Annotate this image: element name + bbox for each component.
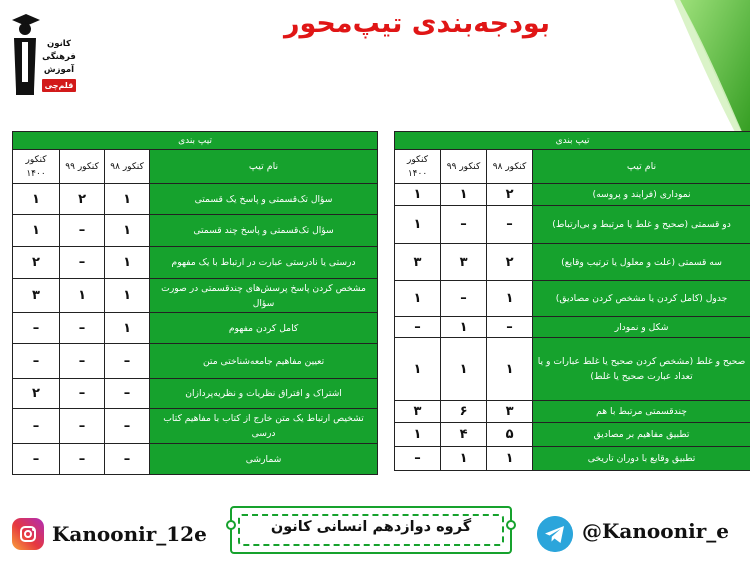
table-row: [395, 338, 750, 401]
table-row: [395, 244, 750, 281]
instagram-handle[interactable]: Kanoonir_12e: [52, 522, 207, 546]
value-cell: ۲: [13, 379, 60, 409]
value-cell: –: [13, 444, 60, 475]
table-row: [395, 401, 750, 423]
value-cell: ۱: [395, 184, 441, 206]
year-header: کنکور ۹۸: [487, 150, 533, 184]
type-name: درستی یا نادرستی عبارت در ارتباط با یک مفهوم: [150, 247, 378, 279]
value-cell: ۳: [395, 244, 441, 281]
value-cell: ۲: [487, 244, 533, 281]
type-name: دو قسمتی (صحیح و غلط یا مرتبط و بی‌ارتباط): [533, 206, 750, 244]
year-header: کنکور ۹۸: [105, 150, 150, 184]
table-row: [395, 184, 750, 206]
value-cell: –: [13, 313, 60, 344]
value-cell: –: [105, 379, 150, 409]
group-banner: [230, 506, 512, 554]
value-cell: ۱: [105, 313, 150, 344]
table-row: [395, 317, 750, 338]
value-cell: –: [60, 409, 105, 444]
year-header: کنکور ۹۹: [60, 150, 105, 184]
type-name: نموداری (فرایند و پروسه): [533, 184, 750, 206]
page-title: بودجه‌بندی تیپ‌محور: [283, 8, 550, 39]
value-cell: ۱: [13, 215, 60, 247]
type-name: مشخص کردن پاسخ پرسش‌های چندقسمتی در صورت سؤال: [150, 279, 378, 313]
graduate-figure-icon: [10, 14, 40, 96]
value-cell: –: [13, 409, 60, 444]
value-cell: ۱: [395, 281, 441, 317]
value-cell: –: [13, 344, 60, 379]
value-cell: ۳: [13, 279, 60, 313]
table-row: [13, 313, 378, 344]
name-header: نام تیپ: [150, 150, 378, 184]
type-name: اشتراک و افتراق نظریات و نظریه‌پردازان: [150, 379, 378, 409]
value-cell: ۲: [60, 184, 105, 215]
telegram-icon[interactable]: [537, 516, 573, 552]
value-cell: ۵: [487, 423, 533, 447]
value-cell: ۴: [441, 423, 487, 447]
value-cell: –: [105, 409, 150, 444]
year-header: کنکور ۱۴۰۰: [13, 150, 60, 184]
value-cell: ۲: [13, 247, 60, 279]
type-name: تشخیص ارتباط یک متن خارج از کتاب با مفاهیم کتاب درسی: [150, 409, 378, 444]
table-row: [13, 409, 378, 444]
value-cell: ۱: [487, 338, 533, 401]
value-cell: ۱: [395, 338, 441, 401]
right-type-table: [394, 131, 750, 471]
value-cell: –: [395, 447, 441, 471]
value-cell: ۱: [487, 281, 533, 317]
table-row: [395, 423, 750, 447]
value-cell: –: [487, 206, 533, 244]
type-name: سؤال تک‌قسمتی و پاسخ چند قسمتی: [150, 215, 378, 247]
group-header: تیپ بندی: [13, 132, 378, 150]
value-cell: ۱: [441, 447, 487, 471]
table-row: [13, 379, 378, 409]
value-cell: –: [60, 344, 105, 379]
value-cell: –: [60, 215, 105, 247]
value-cell: ۱: [395, 206, 441, 244]
value-cell: –: [487, 317, 533, 338]
table-row: [13, 279, 378, 313]
value-cell: –: [60, 444, 105, 475]
value-cell: ۱: [13, 184, 60, 215]
type-name: صحیح و غلط (مشخص کردن صحیح یا غلط عبارات و یا تعداد عبارت صحیح یا غلط): [533, 338, 750, 401]
type-name: شکل و نمودار: [533, 317, 750, 338]
value-cell: ۶: [441, 401, 487, 423]
group-banner-text: گروه دوازدهم انسانی کانون: [270, 519, 472, 535]
value-cell: ۳: [395, 401, 441, 423]
value-cell: –: [60, 247, 105, 279]
value-cell: ۱: [105, 247, 150, 279]
logo-badge: قلم‌چی: [42, 79, 77, 92]
telegram-handle[interactable]: @Kanoonir_e: [582, 519, 729, 543]
left-type-table: [12, 131, 378, 475]
kanoon-logo: [8, 8, 78, 100]
value-cell: ۱: [441, 338, 487, 401]
name-header: نام تیپ: [533, 150, 750, 184]
value-cell: ۳: [441, 244, 487, 281]
value-cell: ۱: [105, 279, 150, 313]
value-cell: –: [395, 317, 441, 338]
type-name: تطبیق مفاهیم بر مصادیق: [533, 423, 750, 447]
value-cell: –: [441, 206, 487, 244]
value-cell: –: [60, 313, 105, 344]
table-row: [13, 184, 378, 215]
group-header: تیپ بندی: [395, 132, 750, 150]
type-name: سه قسمتی (علت و معلول یا ترتیب وقایع): [533, 244, 750, 281]
table-row: [13, 344, 378, 379]
table-row: [13, 247, 378, 279]
value-cell: –: [105, 444, 150, 475]
value-cell: ۱: [441, 184, 487, 206]
table-row: [13, 215, 378, 247]
type-name: سؤال تک‌قسمتی و پاسخ یک قسمتی: [150, 184, 378, 215]
value-cell: ۱: [441, 317, 487, 338]
table-row: [395, 281, 750, 317]
value-cell: –: [441, 281, 487, 317]
table-row: [395, 447, 750, 471]
value-cell: ۱: [105, 184, 150, 215]
value-cell: ۱: [105, 215, 150, 247]
logo-line: فرهنگی: [42, 52, 76, 62]
type-name: کامل کردن مفهوم: [150, 313, 378, 344]
value-cell: ۲: [487, 184, 533, 206]
table-row: [13, 444, 378, 475]
year-header: کنکور ۹۹: [441, 150, 487, 184]
type-name: جدول (کامل کردن یا مشخص کردن مصادیق): [533, 281, 750, 317]
logo-line: کانون: [47, 39, 71, 49]
value-cell: ۱: [60, 279, 105, 313]
logo-text: [38, 38, 80, 93]
type-name: تطبیق وقایع با دوران تاریخی: [533, 447, 750, 471]
instagram-icon[interactable]: [12, 518, 44, 550]
value-cell: ۳: [487, 401, 533, 423]
value-cell: ۱: [487, 447, 533, 471]
year-header: کنکور ۱۴۰۰: [395, 150, 441, 184]
type-name: تعیین مفاهیم جامعه‌شناختی متن: [150, 344, 378, 379]
value-cell: –: [105, 344, 150, 379]
table-row: [395, 206, 750, 244]
value-cell: ۱: [395, 423, 441, 447]
type-name: شمارشی: [150, 444, 378, 475]
value-cell: –: [60, 379, 105, 409]
logo-line: آموزش: [43, 65, 75, 75]
type-name: چندقسمتی مرتبط با هم: [533, 401, 750, 423]
